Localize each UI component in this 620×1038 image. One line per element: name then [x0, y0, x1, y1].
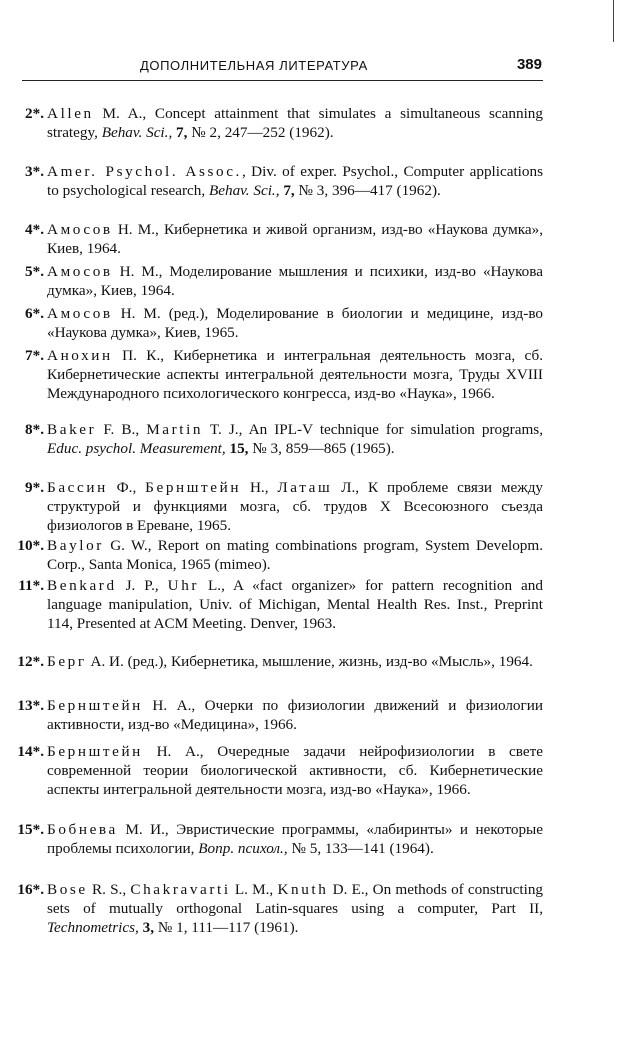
- volume-number: 7,: [283, 182, 295, 199]
- author-surname: Анохин: [47, 347, 113, 364]
- reference-number: 3*.: [25, 163, 44, 180]
- reference-text: , Div. of exper. Psychol., Computer applications to psychological research,: [47, 163, 543, 199]
- reference-text: Н. М. (ред.), Моделирование в биологии и медицине, изд-во «Наукова думка», Киев, 1965.: [47, 305, 543, 341]
- reference-entry: [17, 652, 543, 671]
- reference-text: Н. А., Очередные задачи нейрофизиологии в свете современной теории биологической активности, сб. Кибернетические аспекты интегральной деятельности мозга, изд-во «Наука», 1966.: [47, 743, 543, 798]
- reference-text: L. M.,: [230, 881, 278, 898]
- reference-text: М. И., Эвристические программы, «лабиринты» и некоторые проблемы психологии,: [47, 821, 543, 857]
- reference-entry: [17, 696, 543, 734]
- reference-number: 6*.: [25, 305, 44, 322]
- reference-text: R. S.,: [87, 881, 131, 898]
- reference-text: № 3, 396—417 (1962).: [294, 182, 441, 199]
- author-surname: Амосов: [47, 263, 113, 280]
- reference-entry: [17, 742, 543, 799]
- author-surname: Бернштейн: [47, 743, 143, 760]
- reference-entry: [25, 104, 543, 142]
- reference-text: № 3, 859—865 (1965).: [248, 440, 395, 457]
- reference-number: 15*.: [17, 821, 44, 838]
- reference-text: T. J., An IPL-V technique for simulation programs,: [203, 421, 544, 438]
- volume-number: 15,: [229, 440, 249, 457]
- author-surname: Бернштейн: [47, 697, 143, 714]
- reference-entry: [17, 880, 544, 937]
- journal-title: Behav. Sci.,: [101, 124, 173, 141]
- reference-entry: [17, 820, 543, 858]
- reference-entry: [25, 420, 544, 458]
- author-surname: Амосов: [47, 221, 113, 238]
- author-surname: Бассин: [47, 479, 108, 496]
- reference-text: Ф.,: [107, 479, 146, 496]
- reference-text: Л., К проблеме связи между структурой и функциями мозга, сб. трудов X Всесоюзного съезда физиологов в Ереване, 1965.: [47, 479, 544, 534]
- author-surname: Латаш: [277, 479, 333, 496]
- author-surname: Chakravarti: [130, 881, 231, 898]
- reference-text: G. W., Report on mating combinations program, System Developm. Corp., Santa Monica, 1965 (mimeo).: [47, 537, 543, 573]
- reference-entry: [18, 576, 543, 633]
- reference-entry: [25, 262, 543, 300]
- volume-number: 3,: [142, 919, 155, 936]
- reference-text: Н. М., Кибернетика и живой организм, изд-во «Наукова думка», Киев, 1964.: [47, 221, 543, 257]
- reference-entry: [25, 478, 544, 535]
- reference-entry: [17, 536, 543, 574]
- author-surname: Бобнева: [47, 821, 118, 838]
- author-surname: Martin: [146, 421, 204, 438]
- author-surname: Амосов: [47, 305, 113, 322]
- reference-number: 9*.: [25, 479, 44, 496]
- journal-title: Educ. psychol. Measurement,: [47, 440, 226, 457]
- author-surname: Baylor: [47, 537, 104, 554]
- author-surname: Knuth: [277, 881, 329, 898]
- reference-number: 12*.: [17, 653, 44, 670]
- reference-text: L., A «fact organizer» for pattern recognition and language manipulation, Univ. of Michigan, Mental Health Res. Inst., Preprint 114, Presented at ACM Meeting. Denver, 1963.: [47, 577, 543, 632]
- reference-entry: [25, 346, 543, 403]
- reference-number: 2*.: [25, 105, 44, 122]
- reference-text: Н.,: [241, 479, 278, 496]
- reference-text: № 2, 247—252 (1962).: [187, 124, 334, 141]
- reference-text: № 1, 111—117 (1961).: [154, 919, 299, 936]
- reference-entry: [25, 220, 543, 258]
- reference-text: J. P.,: [116, 577, 168, 594]
- reference-number: 7*.: [25, 347, 44, 364]
- reference-number: 13*.: [17, 697, 44, 714]
- reference-text: П. К., Кибернетика и интегральная деятельность мозга, сб. Кибернетические аспекты интегральной деятельности мозга, Труды XVIII Международного психологического конгресса, изд-во «Наука», 1966.: [47, 347, 543, 402]
- journal-title: Behav. Sci.,: [208, 182, 280, 199]
- author-surname: Allen: [47, 105, 94, 122]
- page-number: 389: [516, 56, 542, 73]
- journal-title: Вопр. психол.,: [198, 840, 288, 857]
- reference-text: Н. А., Очерки по физиологии движений и физиологии активности, изд-во «Медицина», 1966.: [47, 697, 543, 733]
- reference-text: F. B.,: [96, 421, 147, 438]
- author-surname: Uhr: [167, 577, 200, 594]
- journal-title: Technometrics,: [47, 919, 139, 936]
- volume-number: 7,: [176, 124, 188, 141]
- author-surname: Берг: [47, 653, 87, 670]
- reference-number: 8*.: [25, 421, 44, 438]
- author-surname: Benkard: [47, 577, 117, 594]
- reference-text: № 5, 133—141 (1964).: [287, 840, 434, 857]
- reference-entry: [25, 304, 543, 342]
- page-title: ДОПОЛНИТЕЛЬНАЯ ЛИТЕРАТУРА: [140, 58, 368, 73]
- reference-number: 16*.: [17, 881, 44, 898]
- reference-text: D. E., On methods of constructing sets of mutually orthogonal Latin-squares using a computer, Part II,: [47, 881, 544, 917]
- author-surname: Baker: [47, 421, 97, 438]
- reference-number: 11*.: [18, 577, 44, 594]
- reference-text: А. И. (ред.), Кибернетика, мышление, жизнь, изд-во «Мысль», 1964.: [86, 653, 533, 670]
- reference-text: M. A., Concept attainment that simulates a simultaneous scanning strategy,: [47, 105, 543, 141]
- reference-number: 14*.: [17, 743, 44, 760]
- reference-number: 5*.: [25, 263, 44, 280]
- reference-text: Н. М., Моделирование мышления и психики, изд-во «Наукова думка», Киев, 1964.: [47, 263, 543, 299]
- reference-entry: [25, 162, 543, 200]
- author-surname: Amer. Psychol. Assoc.: [47, 163, 242, 180]
- reference-number: 10*.: [17, 537, 44, 554]
- author-surname: Бернштейн: [145, 479, 242, 496]
- author-surname: Bose: [47, 881, 88, 898]
- reference-number: 4*.: [25, 221, 44, 238]
